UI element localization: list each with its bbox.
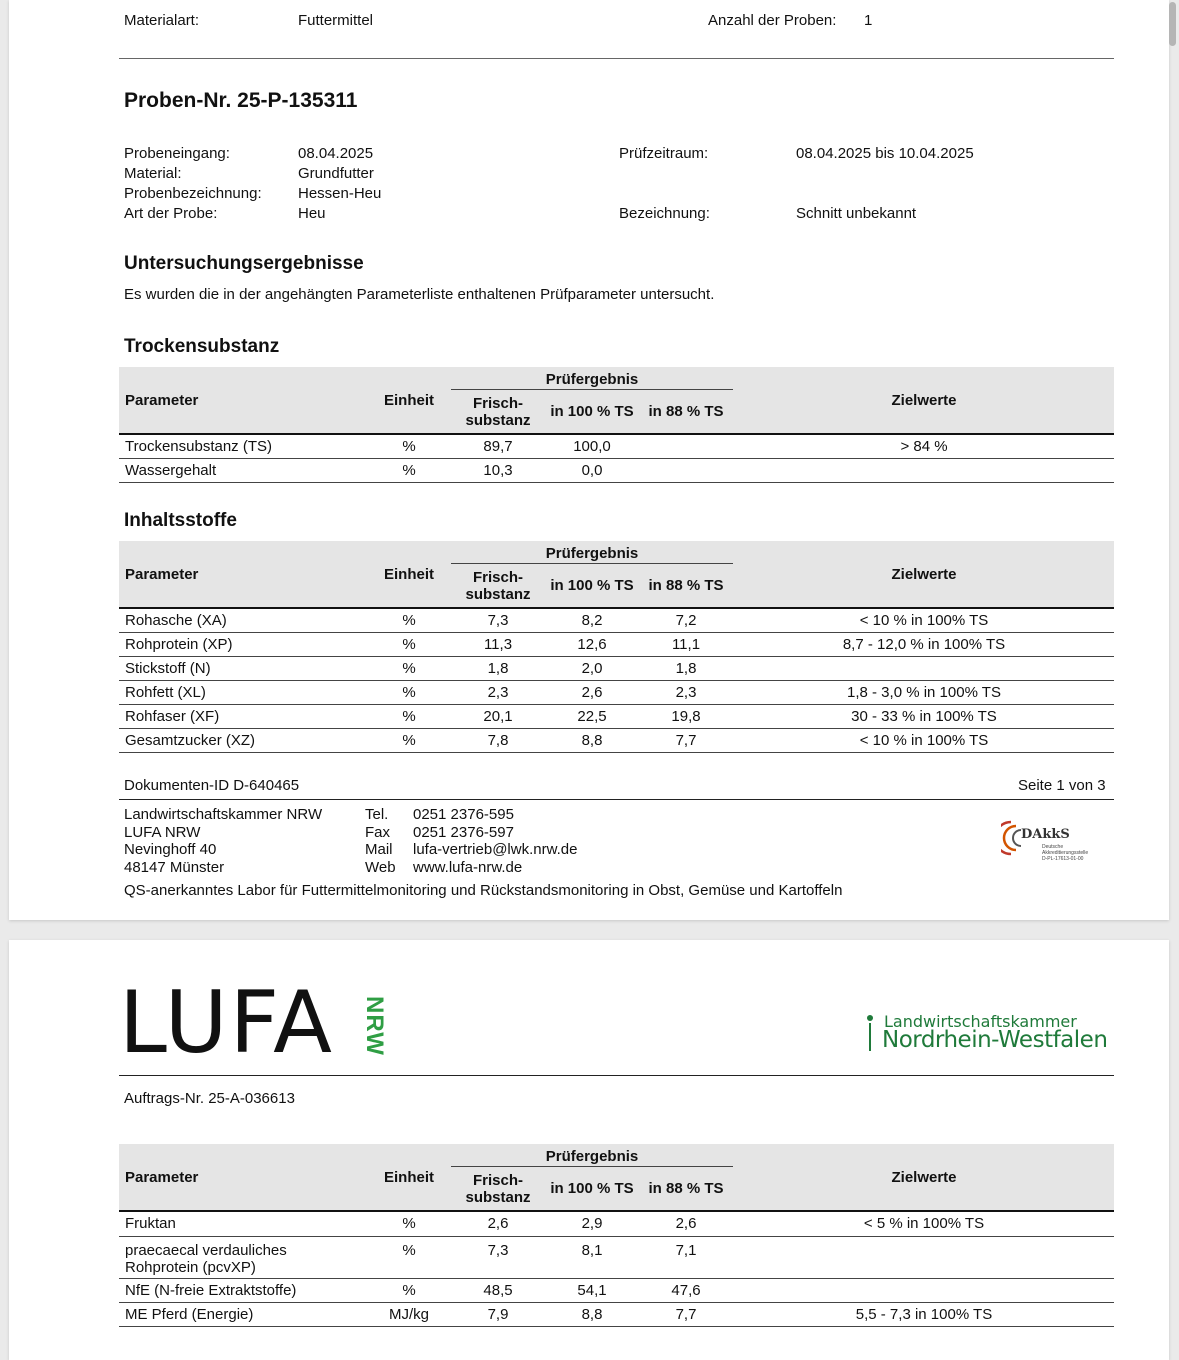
th-einheit: Einheit bbox=[383, 566, 434, 583]
cell-ts100: 8,2 bbox=[581, 612, 603, 629]
th-parameter: Parameter bbox=[125, 392, 199, 409]
probeneingang-label: Probeneingang: bbox=[124, 145, 230, 162]
cell-ts88: 19,8 bbox=[671, 708, 701, 725]
cell-ts100: 2,9 bbox=[581, 1215, 603, 1232]
th-ts88: in 88 % TS bbox=[648, 403, 724, 420]
results-heading: Untersuchungsergebnisse bbox=[124, 253, 364, 274]
cell-einheit: % bbox=[402, 708, 416, 725]
cell-frischsubstanz: 1,8 bbox=[487, 660, 509, 677]
cell-zielwerte: < 10 % in 100% TS bbox=[859, 612, 989, 629]
dakks-logo bbox=[1001, 818, 1111, 868]
cell-ts88: 7,2 bbox=[675, 612, 697, 629]
lwk-logo-mark bbox=[866, 1010, 874, 1051]
cell-zielwerte: 1,8 - 3,0 % in 100% TS bbox=[847, 684, 1001, 701]
th-frischsubstanz: Frisch- substanz bbox=[465, 395, 531, 429]
trockensubstanz-table bbox=[119, 367, 1114, 483]
probeneingang-value: 08.04.2025 bbox=[298, 145, 374, 162]
divider bbox=[119, 58, 1114, 59]
document-id: Dokumenten-ID D-640465 bbox=[124, 777, 300, 794]
cell-einheit: % bbox=[402, 438, 416, 455]
art-der-probe-value: Heu bbox=[298, 205, 326, 222]
cell-frischsubstanz: 48,5 bbox=[483, 1282, 513, 1299]
cell-einheit: % bbox=[402, 660, 416, 677]
additional-params-table bbox=[119, 1144, 1114, 1327]
pruefzeitraum-value: 08.04.2025 bis 10.04.2025 bbox=[796, 145, 974, 162]
cell-parameter: Gesamtzucker (XZ) bbox=[125, 732, 256, 749]
cell-frischsubstanz: 7,3 bbox=[487, 612, 509, 629]
cell-parameter: Rohasche (XA) bbox=[125, 612, 227, 629]
th-frischsubstanz: Frisch- substanz bbox=[465, 569, 531, 603]
th-pruefergebnis: Prüfergebnis bbox=[545, 545, 639, 562]
cell-einheit: % bbox=[402, 462, 416, 479]
cell-ts100: 2,6 bbox=[581, 684, 603, 701]
divider bbox=[451, 563, 733, 564]
cell-ts100: 8,8 bbox=[581, 732, 603, 749]
cell-frischsubstanz: 7,9 bbox=[487, 1306, 509, 1323]
table-row bbox=[119, 1237, 1114, 1279]
bezeichnung-label: Bezeichnung: bbox=[619, 205, 710, 222]
cell-parameter: NfE (N-freie Extraktstoffe) bbox=[125, 1282, 297, 1299]
cell-parameter: Rohprotein (XP) bbox=[125, 636, 233, 653]
cell-ts100: 8,1 bbox=[581, 1242, 603, 1259]
cell-ts100: 22,5 bbox=[577, 708, 607, 725]
th-ts88: in 88 % TS bbox=[648, 577, 724, 594]
table-row bbox=[119, 633, 1114, 657]
cell-zielwerte: 30 - 33 % in 100% TS bbox=[851, 708, 997, 725]
material-label: Material: bbox=[124, 165, 182, 182]
document-page-1 bbox=[9, 0, 1169, 920]
address-line: Landwirtschaftskammer NRW bbox=[124, 806, 323, 823]
cell-zielwerte: 8,7 - 12,0 % in 100% TS bbox=[842, 636, 1006, 653]
contact-fax: 0251 2376-597 bbox=[413, 823, 514, 841]
trockensubstanz-heading: Trockensubstanz bbox=[124, 336, 280, 357]
cell-ts100: 100,0 bbox=[573, 438, 611, 455]
dakks-subtext-line: D-PL-17613-01-00 bbox=[1042, 856, 1084, 862]
table-row bbox=[119, 1212, 1114, 1237]
probenbezeichnung-label: Probenbezeichnung: bbox=[124, 185, 262, 202]
th-einheit: Einheit bbox=[383, 1169, 434, 1186]
table-header bbox=[119, 367, 1114, 435]
th-ts100: in 100 % TS bbox=[550, 577, 634, 594]
cell-frischsubstanz: 7,8 bbox=[487, 732, 509, 749]
dakks-subtext bbox=[1042, 844, 1088, 862]
qs-text: QS-anerkanntes Labor für Futtermittelmonitoring und Rückstandsmonitoring in Obst, Gemüse und Kartoffeln bbox=[124, 882, 843, 899]
probe-title: Proben-Nr. 25-P-135311 bbox=[124, 89, 358, 112]
cell-ts100: 12,6 bbox=[577, 636, 607, 653]
lufa-logo: LUFA bbox=[119, 973, 334, 1073]
table-row bbox=[119, 1303, 1114, 1327]
cell-frischsubstanz: 10,3 bbox=[483, 462, 513, 479]
contact-label: Mail bbox=[365, 841, 393, 858]
table-header bbox=[119, 1144, 1114, 1212]
th-pruefergebnis: Prüfergebnis bbox=[545, 371, 639, 388]
table-row bbox=[119, 657, 1114, 681]
contact-label: Web bbox=[365, 858, 396, 876]
cell-einheit: MJ/kg bbox=[388, 1306, 429, 1323]
auftrags-nr: Auftrags-Nr. 25-A-036613 bbox=[124, 1090, 295, 1107]
cell-frischsubstanz: 2,3 bbox=[487, 684, 509, 701]
cell-zielwerte: 5,5 - 7,3 in 100% TS bbox=[855, 1306, 993, 1323]
contact-web: www.lufa-nrw.de bbox=[413, 858, 523, 876]
cell-einheit: % bbox=[402, 732, 416, 749]
cell-parameter: ME Pferd (Energie) bbox=[125, 1306, 254, 1323]
cell-zielwerte: > 84 % bbox=[900, 438, 948, 455]
art-der-probe-label: Art der Probe: bbox=[124, 205, 218, 222]
cell-ts100: 54,1 bbox=[577, 1282, 607, 1299]
cell-ts88: 7,1 bbox=[675, 1242, 697, 1259]
contact-tel: 0251 2376-595 bbox=[413, 806, 514, 823]
table-row bbox=[119, 435, 1114, 459]
divider bbox=[451, 1166, 733, 1167]
cell-parameter: Rohfaser (XF) bbox=[125, 708, 220, 725]
th-ts88: in 88 % TS bbox=[648, 1180, 724, 1197]
page-info: Seite 1 von 3 bbox=[1018, 777, 1106, 794]
footer-contact-labels bbox=[365, 806, 396, 876]
th-parameter: Parameter bbox=[125, 566, 199, 583]
th-parameter: Parameter bbox=[125, 1169, 199, 1186]
th-ts100: in 100 % TS bbox=[550, 1180, 634, 1197]
cell-einheit: % bbox=[402, 612, 416, 629]
dakks-subtext-line: Deutsche bbox=[1042, 844, 1064, 850]
address-line: 48147 Münster bbox=[124, 858, 225, 876]
cell-parameter: praecaecal verdauliches Rohprotein (pcvXP) bbox=[125, 1242, 287, 1276]
footer-contact-values bbox=[413, 806, 577, 876]
inhaltsstoffe-table bbox=[119, 541, 1114, 753]
materialart-label: Materialart: bbox=[124, 12, 200, 29]
contact-label: Tel. bbox=[365, 806, 389, 823]
address-line: LUFA NRW bbox=[124, 823, 201, 841]
probenbezeichnung-value: Hessen-Heu bbox=[298, 185, 382, 202]
cell-ts100: 8,8 bbox=[581, 1306, 603, 1323]
cell-frischsubstanz: 2,6 bbox=[487, 1215, 509, 1232]
cell-parameter: Trockensubstanz (TS) bbox=[125, 438, 272, 455]
scrollbar-thumb[interactable] bbox=[1169, 2, 1176, 46]
divider bbox=[451, 389, 733, 390]
cell-ts88: 7,7 bbox=[675, 732, 697, 749]
cell-frischsubstanz: 89,7 bbox=[483, 438, 513, 455]
cell-zielwerte: < 5 % in 100% TS bbox=[863, 1215, 985, 1232]
cell-frischsubstanz: 20,1 bbox=[483, 708, 513, 725]
bezeichnung-value: Schnitt unbekannt bbox=[796, 205, 917, 222]
cell-ts88: 11,1 bbox=[671, 636, 701, 653]
cell-ts88: 1,8 bbox=[675, 660, 697, 677]
table-row bbox=[119, 459, 1114, 483]
cell-einheit: % bbox=[402, 1282, 416, 1299]
contact-mail: lufa-vertrieb@lwk.nrw.de bbox=[413, 841, 578, 858]
anzahl-proben-value: 1 bbox=[864, 12, 873, 29]
table-row bbox=[119, 729, 1114, 753]
th-zielwerte: Zielwerte bbox=[891, 1169, 957, 1186]
cell-frischsubstanz: 11,3 bbox=[483, 636, 513, 653]
table-header bbox=[119, 541, 1114, 609]
th-zielwerte: Zielwerte bbox=[891, 566, 957, 583]
cell-parameter: Wassergehalt bbox=[125, 462, 217, 479]
cell-ts88: 2,3 bbox=[675, 684, 697, 701]
footer-address bbox=[124, 806, 322, 876]
cell-zielwerte: < 10 % in 100% TS bbox=[859, 732, 989, 749]
material-value: Grundfutter bbox=[298, 165, 374, 182]
cell-einheit: % bbox=[402, 1215, 416, 1232]
dakks-subtext-line: Akkreditierungsstelle bbox=[1042, 850, 1089, 856]
table-row bbox=[119, 681, 1114, 705]
cell-ts88: 7,7 bbox=[675, 1306, 697, 1323]
cell-einheit: % bbox=[402, 1242, 416, 1259]
cell-ts100: 2,0 bbox=[581, 660, 603, 677]
document-page-2 bbox=[9, 940, 1169, 1360]
cell-parameter: Rohfett (XL) bbox=[125, 684, 206, 701]
materialart-value: Futtermittel bbox=[298, 12, 374, 29]
inhaltsstoffe-heading: Inhaltsstoffe bbox=[124, 510, 237, 531]
th-einheit: Einheit bbox=[383, 392, 434, 409]
dakks-text: DAkkS bbox=[1021, 827, 1070, 842]
table-row bbox=[119, 609, 1114, 633]
lufa-nrw-text: NRW bbox=[361, 996, 388, 1056]
cell-einheit: % bbox=[402, 636, 416, 653]
th-frischsubstanz: Frisch- substanz bbox=[465, 1172, 531, 1206]
scrollbar[interactable] bbox=[1165, 0, 1179, 1346]
th-pruefergebnis: Prüfergebnis bbox=[545, 1148, 639, 1165]
lwk-logo-line1: Landwirtschaftskammer bbox=[884, 1012, 1077, 1031]
cell-ts88: 2,6 bbox=[675, 1215, 697, 1232]
th-ts100: in 100 % TS bbox=[550, 403, 634, 420]
table-row bbox=[119, 1279, 1114, 1303]
cell-ts88: 47,6 bbox=[671, 1282, 701, 1299]
cell-frischsubstanz: 7,3 bbox=[487, 1242, 509, 1259]
cell-ts100: 0,0 bbox=[581, 462, 603, 479]
pruefzeitraum-label: Prüfzeitraum: bbox=[619, 145, 709, 162]
table-row bbox=[119, 705, 1114, 729]
lwk-logo-line2: Nordrhein-Westfalen bbox=[882, 1027, 1108, 1053]
divider bbox=[119, 1075, 1114, 1076]
address-line: Nevinghoff 40 bbox=[124, 841, 217, 858]
th-zielwerte: Zielwerte bbox=[891, 392, 957, 409]
anzahl-proben-label: Anzahl der Proben: bbox=[708, 12, 837, 29]
contact-label: Fax bbox=[365, 823, 391, 841]
results-text: Es wurden die in der angehängten Parameterliste enthaltenen Prüfparameter untersucht. bbox=[124, 286, 715, 303]
cell-einheit: % bbox=[402, 684, 416, 701]
cell-parameter: Fruktan bbox=[125, 1215, 176, 1232]
cell-parameter: Stickstoff (N) bbox=[125, 660, 211, 677]
divider bbox=[119, 799, 1114, 800]
